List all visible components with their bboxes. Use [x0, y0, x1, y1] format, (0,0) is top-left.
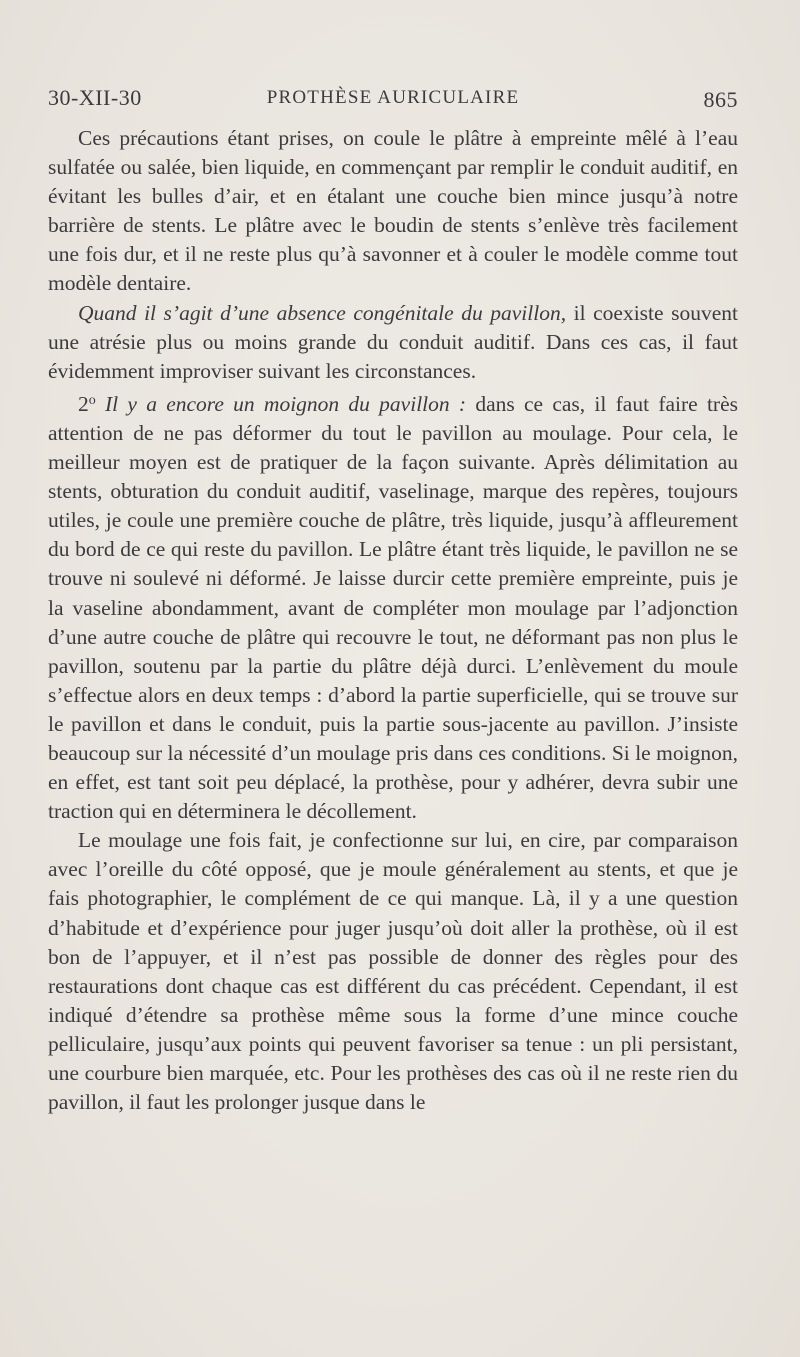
paragraph-2 [48, 299, 738, 386]
paragraph-text: Le moulage une fois fait, je confectionne sur lui, en cire, par comparaison avec l’oreille du côté opposé, que je moule généralement au stents, et que je fais photographier, le complément de ce qui manque. Là, il y a une question d’habitude et d’expérience pour juger jusqu’où doit aller la prothèse, où il est bon de l’appuyer, et il n’est pas possible de donner des règles pour des restaurations dont chaque cas est différent du cas précédent. Cependant, il est indiqué d’étendre sa prothèse même sous la forme d’une mince couche pelliculaire, jusqu’aux points qui peuvent favoriser sa tenue : un pli persistant, une courbure bien marquée, etc. Pour les prothèses des cas où il ne reste rien du pavillon, il faut les prolonger jusque dans le [48, 828, 738, 1115]
section-number: 2 [78, 391, 89, 416]
paragraph-lead-italic: Il y a encore un moignon du pavillon : [95, 391, 467, 416]
header-date: 30-XII-30 [48, 85, 142, 110]
paragraph-4 [48, 826, 738, 1117]
paragraph-lead-italic: Quand il s’agit d’une absence congénitale du pavillon, [78, 300, 567, 325]
paragraph-text: dans ce cas, il faut faire très attention de ne pas déformer du tout le pavillon au moulage. Pour cela, le meilleur moyen est de pratiquer de la façon suivante. Après délimitation au stents, obturation du conduit auditif, vaselinage, marque des repères, toujours utiles, je coule une première couche de plâtre, très liquide, jusqu’à affleurement du bord de ce qui reste du pavillon. Le plâtre étant très liquide, le pavillon ne se trouve ni soulevé ni déformé. Je laisse durcir cette première empreinte, puis je la vaseline abondamment, avant de compléter mon moulage par l’adjonction d’une autre couche de plâtre qui recouvre le tout, ne déformant pas non plus le pavillon, soutenu par la partie du plâtre déjà durci. L’enlèvement du moule s’effectue alors en deux temps : d’abord la partie superficielle, qui se trouve sur le pavillon et dans le conduit, puis la partie sous-jacente au pavillon. J’insiste beaucoup sur la nécessité d’un moulage pris dans ces conditions. Si le moignon, en effet, est tant soit peu déplacé, la prothèse, pour y adhérer, devra subir une traction qui en déterminera le décollement. [48, 391, 738, 824]
paragraph-1 [48, 124, 738, 299]
running-header [48, 85, 738, 115]
paragraph-3 [48, 386, 738, 826]
header-title: PROTHÈSE AURICULAIRE [266, 87, 520, 108]
page-number: 865 [703, 87, 738, 112]
paragraph-text: il coexiste souvent une atrésie plus ou moins grande du conduit auditif. Dans ces cas, il faut évidemment improviser suivant les circonstances. [48, 300, 738, 383]
body-text [48, 124, 738, 1117]
paragraph-text: Ces précautions étant prises, on coule le plâtre à empreinte mêlé à l’eau sulfatée ou salée, bien liquide, en commençant par remplir le conduit auditif, en évitant les bulles d’air, et en étalant une couche bien mince jusqu’à notre barrière de stents. Le plâtre avec le boudin de stents s’enlève très facilement une fois dur, et il ne reste plus qu’à savonner et à couler le modèle comme tout modèle dentaire. [48, 126, 738, 296]
ordinal-superscript: o [88, 392, 96, 408]
